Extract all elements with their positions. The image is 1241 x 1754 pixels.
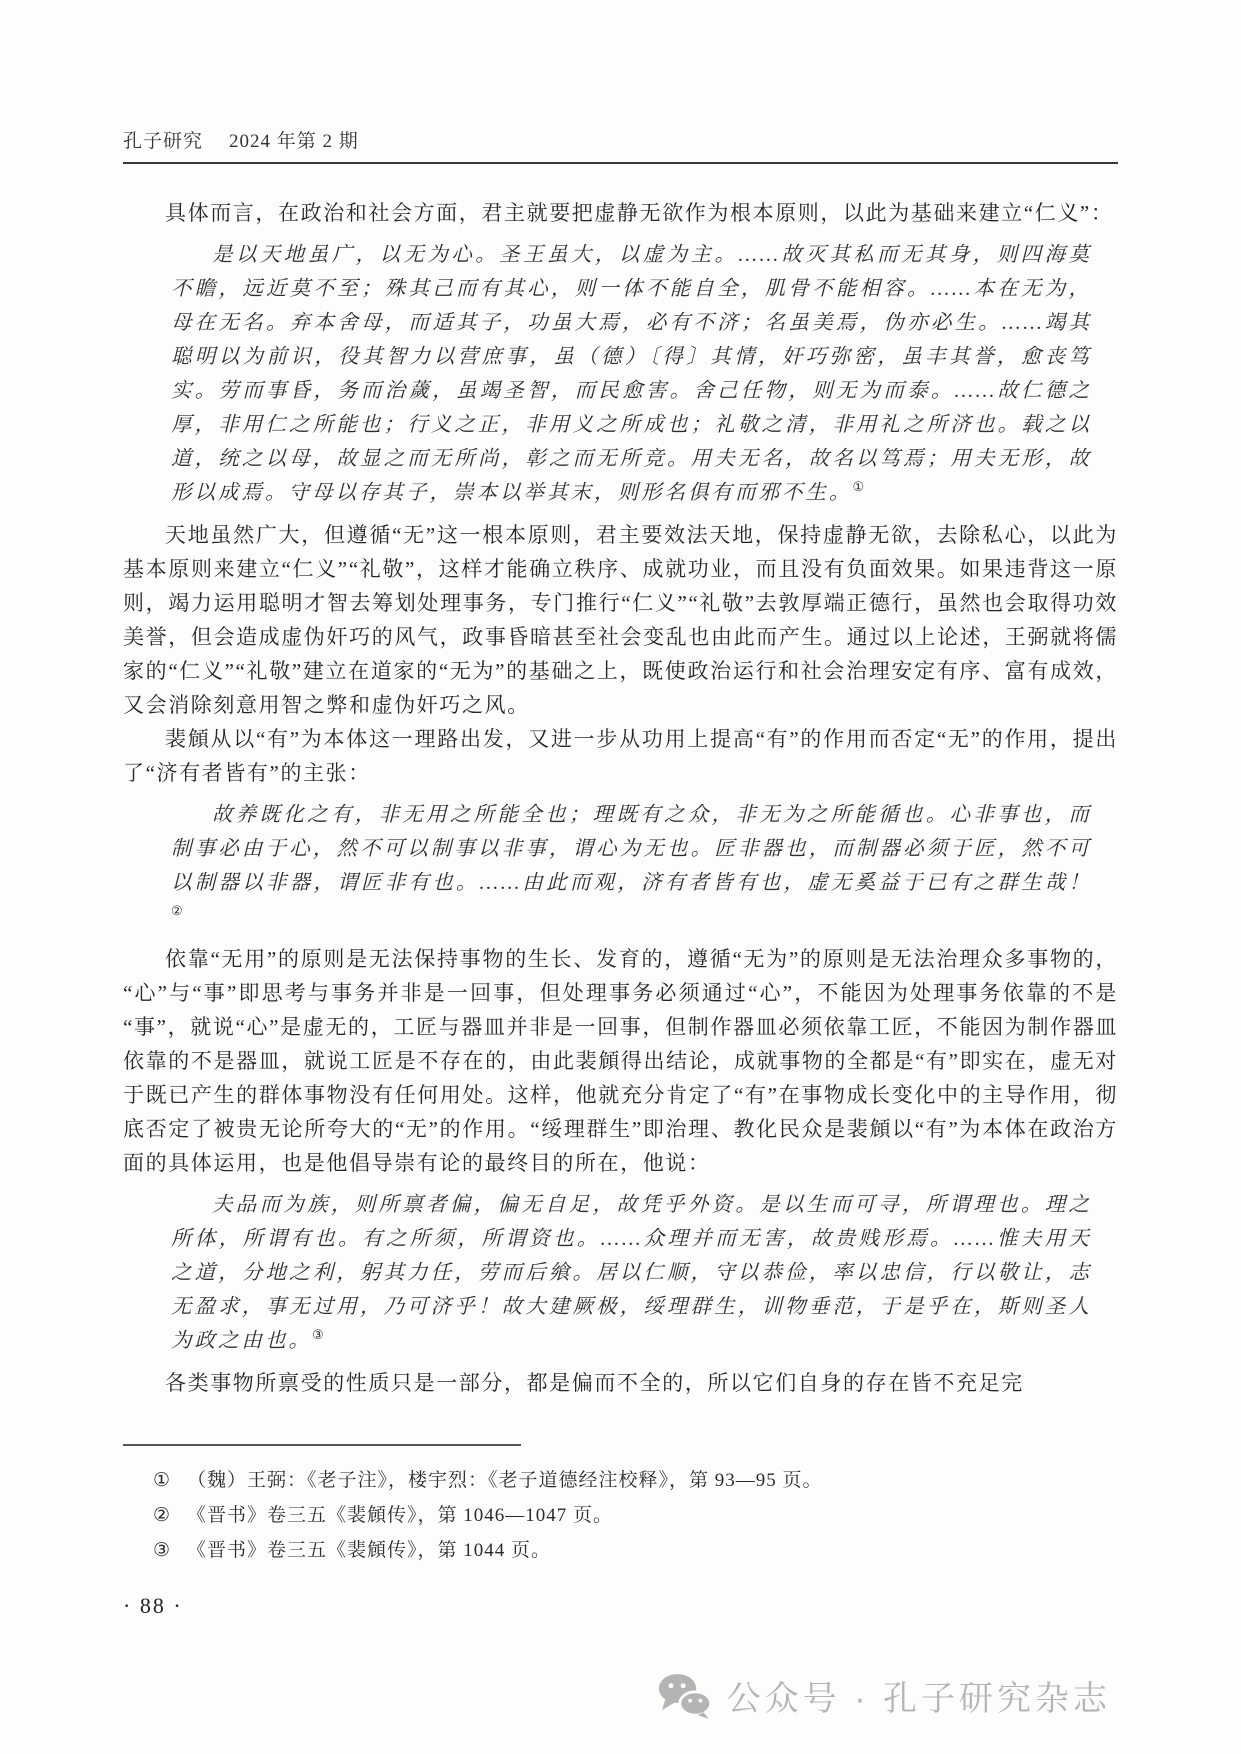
paragraph-analysis-wangbi: 天地虽然广大，但遵循“无”这一根本原则，君主要效法天地，保持虚静无欲，去除私心，以此为基本原则来建立“仁义”“礼敬”，这样才能确立秩序、成就功业，而且没有负面效果。如果违背这一原则，竭力运用聪明才智去筹划处理事务，专门推行“仁义”“礼敬”去敦厚端正德行，虽然也会取得功效美誉，但会造成虚伪奸巧的风气，政事昏暗甚至社会变乱也由此而产生。通过以上论述，王弼就将儒家的“仁义”“礼敬”建立在道家的“无为”的基础之上，既使政治运行和社会治理安定有序、富有成效，又会消除刻意用智之弊和虚伪奸巧之风。: [123, 523, 1118, 717]
issue-label: 2024 年第 2 期: [229, 131, 359, 152]
journal-title: 孔子研究: [123, 131, 204, 152]
footnote-ref-2: ②: [171, 903, 183, 919]
blockquote-peiwei-2: [123, 1188, 1118, 1358]
footnote-ref-1: ①: [852, 479, 865, 495]
quote-text: 故养既化之有，非无用之所能全也；理既有之众，非无为之所能循也。心非事也，而制事必由于心，然不可以制事以非事，谓心为无也。匠非器也，而制器必须于匠，然不可以制器以非器，谓匠非有也。……由此而观，济有者皆有也，虚无奚益于已有之群生哉！: [171, 804, 1092, 894]
wechat-icon: [657, 1672, 713, 1720]
footnote-item: [153, 1534, 1118, 1567]
page-number: · 88 ·: [123, 1593, 183, 1618]
page-header: [123, 126, 1118, 164]
blockquote-peiwei-1: [123, 798, 1118, 934]
footnotes-section: [123, 1464, 1118, 1567]
article-body: [123, 196, 1118, 1400]
footnote-ref-3: ③: [312, 1327, 324, 1343]
paragraph-peiwei-intro: 裴頠从以“有”为本体这一理路出发，又进一步从功用上提高“有”的作用而否定“无”的作用，提出了“济有者皆有”的主张：: [123, 727, 1118, 785]
footnote-text: （魏）王弼：《老子注》，楼宇烈：《老子道德经注校释》，第 93—95 页。: [187, 1470, 823, 1491]
footnote-text: 《晋书》卷三五《裴頠传》，第 1044 页。: [187, 1540, 552, 1561]
footnote-marker: ③: [153, 1540, 172, 1561]
quote-text: 夫品而为族，则所禀者偏，偏无自足，故凭乎外资。是以生而可寻，所谓理也。理之所体，所谓有也。有之所须，所谓资也。……众理并而无害，故贵贱形焉。……惟夫用天之道，分地之利，躬其力任，劳而后飨。居以仁顺，守以恭俭，率以忠信，行以敬让，志无盈求，事无过用，乃可济乎！故大建厥极，绥理群生，训物垂范，于是乎在，斯则圣人为政之由也。: [171, 1194, 1092, 1352]
footnote-marker: ②: [153, 1505, 172, 1526]
blockquote-wangbi: [123, 238, 1118, 510]
quote-text: 是以天地虽广，以无为心。圣王虽大，以虚为主。……故灭其私而无其身，则四海莫不瞻，远近莫不至；殊其己而有其心，则一体不能自全，肌骨不能相容。……本在无为，母在无名。弃本舍母，而适其子，功虽大焉，必有不济；名虽美焉，伪亦必生。……竭其聪明以为前识，役其智力以营庶事，虽（德）〔得〕其情，奸巧弥密，虽丰其誉，愈丧笃实。劳而事昏，务而治薉，虽竭圣智，而民愈害。舍己任物，则无为而泰。……故仁德之厚，非用仁之所能也；行义之正，非用义之所成也；礼敬之清，非用礼之所济也。载之以道，统之以母，故显之而无所尚，彰之而无所竞。用夫无名，故名以笃焉；用夫无形，故形以成焉。守母以存其子，崇本以举其末，则形名俱有而邪不生。: [171, 244, 1092, 504]
paragraph-closing: 各类事物所禀受的性质只是一部分，都是偏而不全的，所以它们自身的存在皆不充足完: [165, 1371, 1024, 1395]
paragraph-intro: 具体而言，在政治和社会方面，君主就要把虚静无欲作为根本原则，以此为基础来建立“仁义”：: [165, 201, 1114, 225]
wechat-watermark: [657, 1671, 1111, 1720]
footnote-divider: [123, 1444, 521, 1446]
footnote-item: [153, 1499, 1118, 1532]
footnote-marker: ①: [153, 1470, 172, 1491]
watermark-label: 公众号 · 孔子研究杂志: [726, 1680, 1111, 1718]
footnote-item: [153, 1464, 1118, 1497]
footnote-text: 《晋书》卷三五《裴頠传》，第 1046—1047 页。: [187, 1505, 614, 1526]
paragraph-analysis-peiwei: 依靠“无用”的原则是无法保持事物的生长、发育的，遵循“无为”的原则是无法治理众多事物的，“心”与“事”即思考与事务并非是一回事，但处理事务必须通过“心”，不能因为处理事务依靠的不是“事”，就说“心”是虚无的，工匠与器皿并非是一回事，但制作器皿必须依靠工匠，不能因为制作器皿依靠的不是器皿，就说工匠是不存在的，由此裴頠得出结论，成就事物的全都是“有”即实在，虚无对于既已产生的群体事物没有任何用处。这样，他就充分肯定了“有”在事物成长变化中的主导作用，彻底否定了被贵无论所夸大的“无”的作用。“绥理群生”即治理、教化民众是裴頠以“有”为本体在政治方面的具体运用，也是他倡导崇有论的最终目的所在，他说：: [123, 947, 1118, 1175]
